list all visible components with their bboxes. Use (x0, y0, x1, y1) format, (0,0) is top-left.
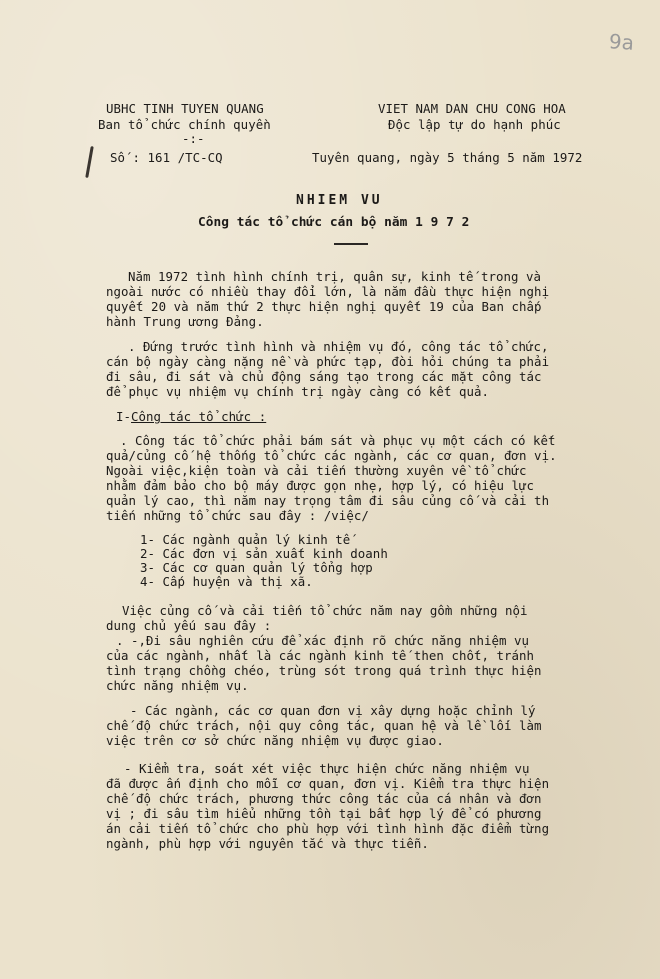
paragraph-line: cán bộ ngày càng nặng nề và phức tạp, đòi hỏi chúng ta phải (106, 354, 550, 369)
issuer-name: UBHC TINH TUYEN QUANG (106, 101, 264, 116)
paragraph-line: đi sâu, đi sát và chủ động sáng tạo trong các mặt công tác (106, 369, 542, 384)
paragraph-line: hành Trung ương Đảng. (106, 314, 264, 329)
list-item: 2- Các đơn vị sản xuất kinh doanh (140, 546, 388, 561)
document-title: NHIEM VU (296, 193, 383, 208)
paragraph-line: . -,Đi sâu nghiên cứu để xác định rõ chức năng nhiệm vụ (116, 633, 530, 648)
paragraph-line: ngành, phù hợp với nguyên tắc và thực tiễn. (106, 836, 429, 851)
national-motto: Độc lập tự do hạnh phúc (388, 117, 561, 132)
paragraph-line: chế độ chức trách, nội quy công tác, quan hệ và lề lối làm (106, 718, 542, 733)
paragraph-line: án cải tiến tổ chức cho phù hợp với tình hình đặc điểm từng (106, 821, 550, 836)
section-number: I- (116, 409, 132, 424)
document-number: Số : 161 /TC-CQ (110, 150, 223, 165)
paragraph-line: quả/củng cố hệ thống tổ chức các ngành, các cơ quan, đơn vị. (106, 448, 557, 463)
country-name: VIET NAM DAN CHU CONG HOA (378, 101, 566, 116)
paragraph-line: đã được ấn định cho mỗi cơ quan, đơn vị. Kiểm tra thực hiện (106, 776, 550, 791)
paragraph-line: quản lý cao, thì năm nay trọng tâm đi sâu củng cố và cải th (106, 493, 550, 508)
document-date: Tuyên quang, ngày 5 tháng 5 năm 1972 (312, 150, 583, 165)
paragraph-line: để phục vụ nhiệm vụ chính trị ngày càng có kết quả. (106, 384, 489, 399)
page-number-annotation: 9a (608, 29, 635, 55)
title-rule (334, 243, 368, 245)
paragraph-line: chế độ chức trách, phương thức công tác của cá nhân và đơn (106, 791, 542, 806)
paragraph-line: quyết 20 và năm thứ 2 thực hiện nghị quyết 19 của Ban chấp (106, 299, 542, 314)
paragraph-line: . Công tác tổ chức phải bám sát và phục vụ một cách có kết (120, 433, 556, 448)
paragraph-line: của các ngành, nhất là các ngành kinh tế then chốt, tránh (106, 648, 535, 663)
section-heading (116, 410, 266, 424)
list-item: 1- Các ngành quản lý kinh tế (140, 532, 351, 547)
paragraph-line: - Kiểm tra, soát xét việc thực hiện chức năng nhiệm vụ (124, 761, 530, 776)
paragraph-line: - Các ngành, các cơ quan đơn vị xây dựng hoặc chỉnh lý (130, 703, 536, 718)
list-item: 4- Cấp huyện và thị xã. (140, 574, 313, 589)
issuer-separator: -:- (182, 131, 205, 146)
margin-ink-mark (85, 146, 94, 178)
paragraph-line: vị ; đi sâu tìm hiểu những tồn tại bất hợp lý để có phương (106, 806, 542, 821)
paragraph-line: việc trên cơ sở chức năng nhiệm vụ được giao. (106, 733, 444, 748)
document-subtitle: Công tác tổ chức cán bộ năm 1 9 7 2 (198, 215, 470, 230)
paragraph-line: Việc củng cố và cải tiến tổ chức năm nay gồm những nội (122, 603, 528, 618)
paragraph-line: nhằm đảm bảo cho bộ máy được gọn nhẹ, hợp lý, có hiệu lực (106, 478, 535, 493)
paragraph-line: Năm 1972 tình hình chính trị, quân sự, kinh tế trong và (128, 269, 542, 284)
list-item: 3- Các cơ quan quản lý tổng hợp (140, 560, 373, 575)
paragraph-line: . Đứng trước tình hình và nhiệm vụ đó, công tác tổ chức, (128, 339, 549, 354)
paragraph-line: tình trạng chồng chéo, trùng sót trong quá trình thực hiện (106, 663, 542, 678)
paragraph-line: tiến những tổ chức sau đây : /việc/ (106, 508, 369, 523)
paragraph-line: dung chủ yếu sau đây : (106, 618, 272, 633)
paragraph-line: chức năng nhiệm vụ. (106, 678, 249, 693)
section-title: Công tác tổ chức : (131, 409, 267, 424)
paragraph-line: Ngoài việc,kiện toàn và cải tiến thường xuyên về tổ chức (106, 463, 527, 478)
issuer-department: Ban tổ chức chính quyền (98, 117, 271, 132)
paragraph-line: ngoài nước có nhiều thay đổi lớn, là năm đầu thực hiện nghị (106, 284, 550, 299)
